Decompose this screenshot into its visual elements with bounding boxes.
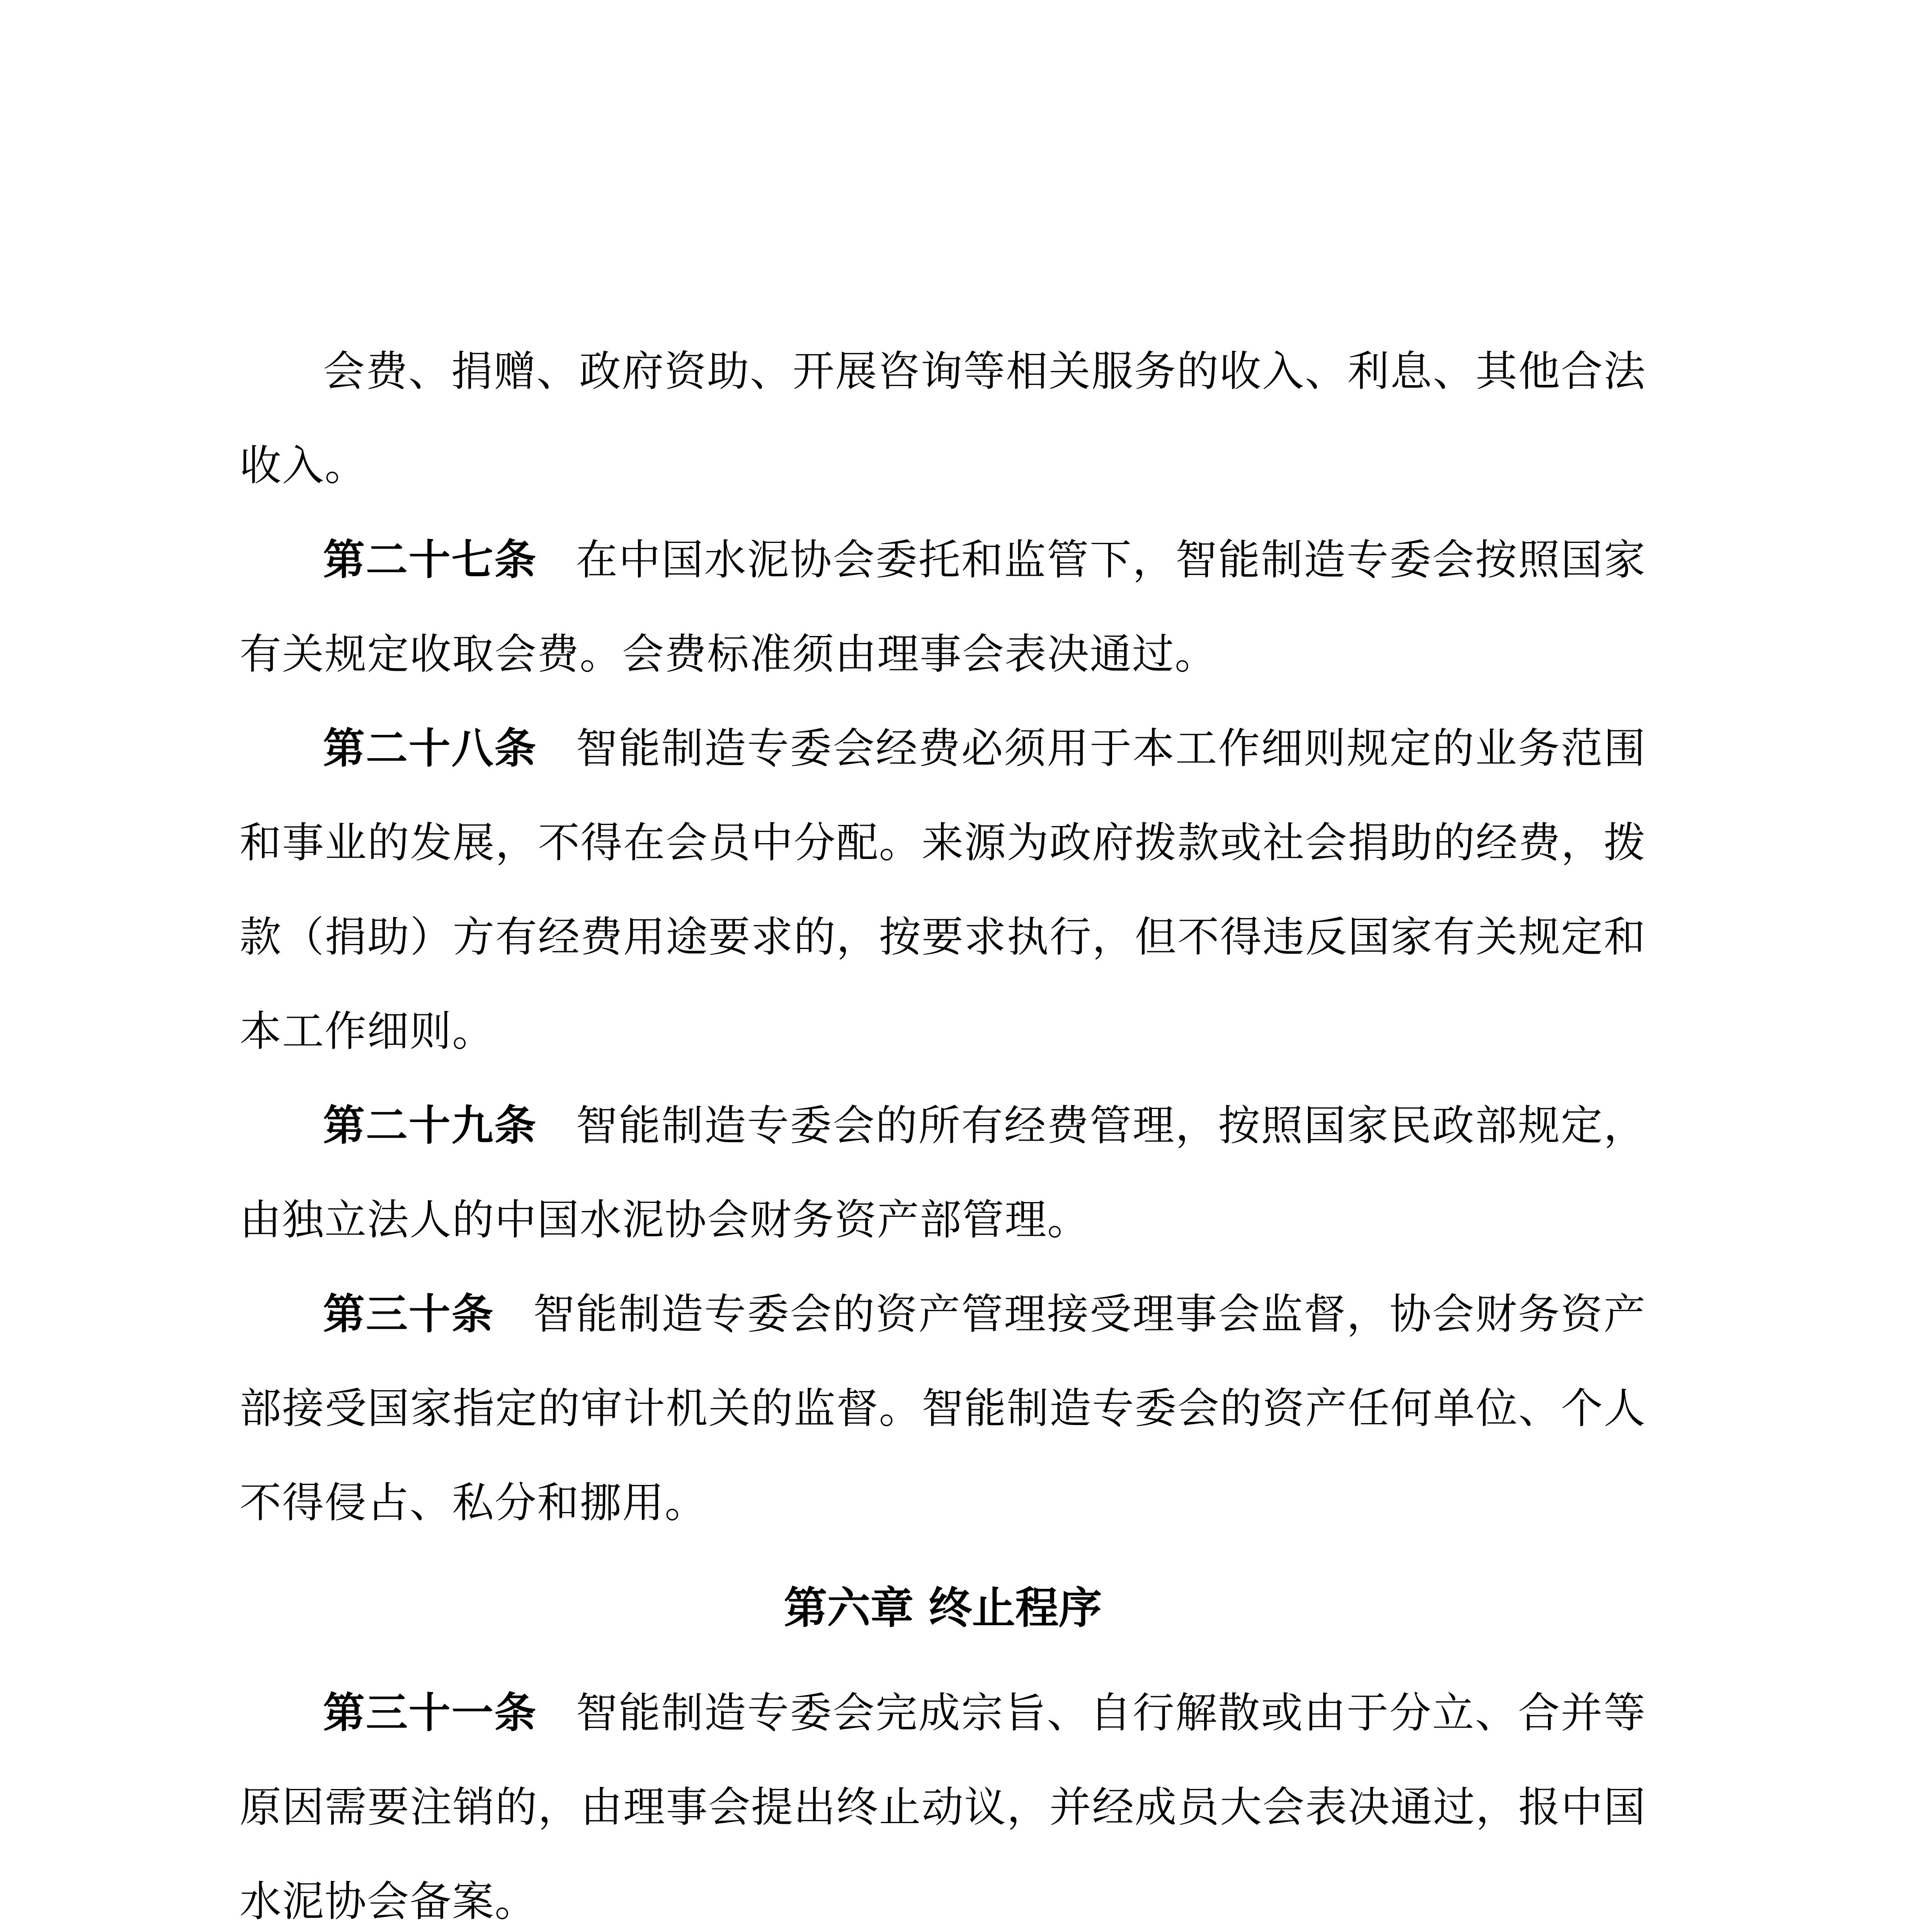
article-text: 智能制造专委会的所有经费管理，按照国家民政部规定，由独立法人的中国水泥协会财务资产部管理。 xyxy=(240,1102,1646,1244)
article-title: 第三十条 xyxy=(323,1290,495,1338)
article-title: 第二十七条 xyxy=(323,536,538,584)
article-title: 第二十九条 xyxy=(323,1102,538,1150)
paragraph-text: 会费、捐赠、政府资助、开展咨询等相关服务的收入、利息、其他合法收入。 xyxy=(240,347,1646,490)
article-28 xyxy=(240,702,1646,1079)
document-body xyxy=(240,325,1646,1932)
article-30 xyxy=(240,1267,1646,1550)
article-text: 智能制造专委会的资产管理接受理事会监督，协会财务资产部接受国家指定的审计机关的监督。智能制造专委会的资产任何单位、个人不得侵占、私分和挪用。 xyxy=(240,1290,1646,1527)
chapter-6-heading: 第六章 终止程序 xyxy=(784,1583,1102,1633)
article-text: 在中国水泥协会委托和监管下，智能制造专委会按照国家有关规定收取会费。会费标准须由理事会表决通过。 xyxy=(240,536,1646,679)
article-title: 第二十八条 xyxy=(323,724,538,773)
article-29 xyxy=(240,1079,1646,1267)
article-title: 第三十一条 xyxy=(323,1689,538,1737)
article-31 xyxy=(240,1666,1646,1932)
article-text: 智能制造专委会完成宗旨、自行解散或由于分立、合并等原因需要注销的，由理事会提出终止动议，并经成员大会表决通过，报中国水泥协会备案。 xyxy=(240,1689,1646,1926)
paragraph-continuation xyxy=(240,325,1646,513)
article-27 xyxy=(240,513,1646,702)
article-text: 智能制造专委会经费必须用于本工作细则规定的业务范围和事业的发展，不得在会员中分配。来源为政府拨款或社会捐助的经费，拨款（捐助）方有经费用途要求的，按要求执行，但不得违反国家有关规定和本工作细则。 xyxy=(240,724,1646,1056)
